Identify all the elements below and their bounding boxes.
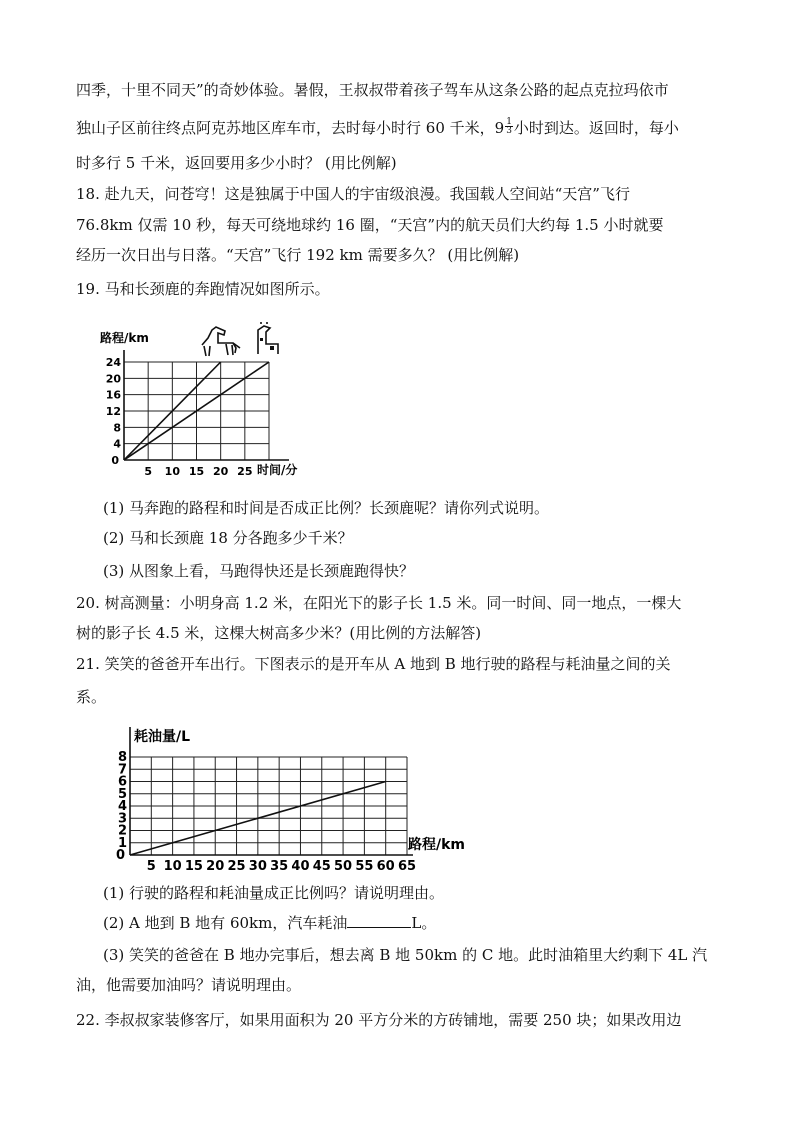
y-tick-label: 8 xyxy=(117,750,127,765)
x-tick-label: 35 xyxy=(270,859,289,874)
question-18-line: 18. 赴九天，问苍穹！这是独属于中国人的宇宙级浪漫。我国载人空间站“天宫”飞行 xyxy=(76,185,630,203)
x-tick-label: 20 xyxy=(213,465,229,478)
x-tick-label: 55 xyxy=(355,859,374,874)
question-21-3: (3) 笑笑的爸爸在 B 地办完事后，想去离 B 地 50km 的 C 地。此时油箱里大约剩下 4L 汽 xyxy=(103,946,708,964)
y-tick-label: 2 xyxy=(117,823,127,839)
answer-blank[interactable] xyxy=(347,913,411,928)
y-tick-label: 4 xyxy=(113,437,121,451)
x-tick-label: 10 xyxy=(163,859,182,874)
text-line: 时多行 5 千米，返回要用多少小时？ (用比例解) xyxy=(76,154,397,172)
x-axis-label: 路程/km xyxy=(408,837,466,853)
x-tick-label: 15 xyxy=(184,859,203,874)
origin-label: 0 xyxy=(115,848,125,863)
text-segment: 独山子区前往终点阿克苏地区库车市，去时每小时行 60 千米， xyxy=(76,119,495,137)
y-tick-label: 4 xyxy=(117,799,127,814)
mixed-number xyxy=(494,116,514,137)
text-line: 四季，十里不同天”的奇妙体验。暑假，王叔叔带着孩子驾车从这条公路的起点克拉玛依市 xyxy=(76,81,669,99)
x-tick-label: 20 xyxy=(206,859,225,874)
x-tick-label: 60 xyxy=(376,859,395,874)
x-tick-label: 25 xyxy=(227,859,246,874)
x-tick-label: 50 xyxy=(334,859,353,874)
x-tick-label: 5 xyxy=(146,859,156,874)
x-tick-label: 30 xyxy=(248,859,267,874)
text-line xyxy=(76,118,679,138)
question-21-2 xyxy=(103,913,436,933)
text-line: 系。 xyxy=(76,688,107,706)
x-tick-label: 15 xyxy=(188,465,205,478)
y-tick-label: 8 xyxy=(113,421,121,435)
origin-label: 0 xyxy=(111,454,119,467)
y-tick-label: 24 xyxy=(105,356,121,369)
y-tick-label: 6 xyxy=(117,774,127,790)
y-tick-label: 16 xyxy=(105,388,121,402)
fuel-consumption-chart xyxy=(110,725,480,875)
y-tick-label: 5 xyxy=(117,786,127,802)
y-tick-label: 7 xyxy=(117,762,127,778)
question-21-1: (1) 行驶的路程和耗油量成正比例吗？请说明理由。 xyxy=(103,884,445,902)
x-tick-label: 40 xyxy=(291,859,310,874)
question-22-line: 22. 李叔叔家装修客厅，如果用面积为 20 平方分米的方砖铺地，需要 250 块；如果改用边 xyxy=(76,1011,682,1029)
question-19-2: (2) 马和长颈鹿 18 分各跑多少千米？ xyxy=(103,529,353,547)
question-19-line: 19. 马和长颈鹿的奔跑情况如图所示。 xyxy=(76,280,330,298)
text-segment: L。 xyxy=(411,914,437,932)
text-line: 76.8km 仅需 10 秒，每天可绕地球约 16 圈，“天宫”内的航天员们大约每 1.5 小时就要 xyxy=(76,216,664,234)
text-line: 油，他需要加油吗？请说明理由。 xyxy=(76,976,302,994)
y-tick-label: 12 xyxy=(105,405,121,418)
y-tick-label: 1 xyxy=(117,835,127,851)
text-segment: 小时到达。返回时，每小 xyxy=(513,119,679,137)
x-tick-label: 45 xyxy=(312,859,331,874)
question-19-1: (1) 马奔跑的路程和时间是否成正比例？长颈鹿呢？请你列式说明。 xyxy=(103,499,550,517)
fraction-whole: 9 xyxy=(494,119,505,137)
fraction xyxy=(505,118,513,135)
question-19-3: (3) 从图象上看，马跑得快还是长颈鹿跑得快？ xyxy=(103,562,415,580)
giraffe-icon xyxy=(258,322,278,354)
x-tick-label: 5 xyxy=(144,465,152,478)
text-line: 经历一次日出与日落。“天宫”飞行 192 km 需要多久？ (用比例解) xyxy=(76,246,520,264)
y-axis-label: 耗油量/L xyxy=(134,729,191,745)
text-line: 树的影子长 4.5 米，这棵大树高多少米？(用比例的方法解答) xyxy=(76,624,482,642)
x-axis-label: 时间/分 xyxy=(257,463,298,477)
x-tick-label: 65 xyxy=(397,859,417,874)
x-tick-label: 25 xyxy=(237,465,253,478)
question-20-line: 20. 树高测量：小明身高 1.2 米，在阳光下的影子长 1.5 米。同一时间、同一地点，一棵大 xyxy=(76,594,682,612)
y-tick-label: 3 xyxy=(117,811,127,827)
horse-giraffe-chart xyxy=(100,318,310,478)
fraction-numerator: 1 xyxy=(506,116,512,127)
y-axis-label: 路程/km xyxy=(100,331,149,345)
y-tick-label: 20 xyxy=(105,372,121,386)
text-segment: (2) A 地到 B 地有 60km，汽车耗油 xyxy=(103,914,348,932)
horse-icon xyxy=(202,327,240,356)
x-tick-label: 10 xyxy=(164,465,180,478)
question-21-line: 21. 笑笑的爸爸开车出行。下图表示的是开车从 A 地到 B 地行驶的路程与耗油量之间的关 xyxy=(76,655,671,673)
fraction-denominator: 3 xyxy=(506,125,512,136)
